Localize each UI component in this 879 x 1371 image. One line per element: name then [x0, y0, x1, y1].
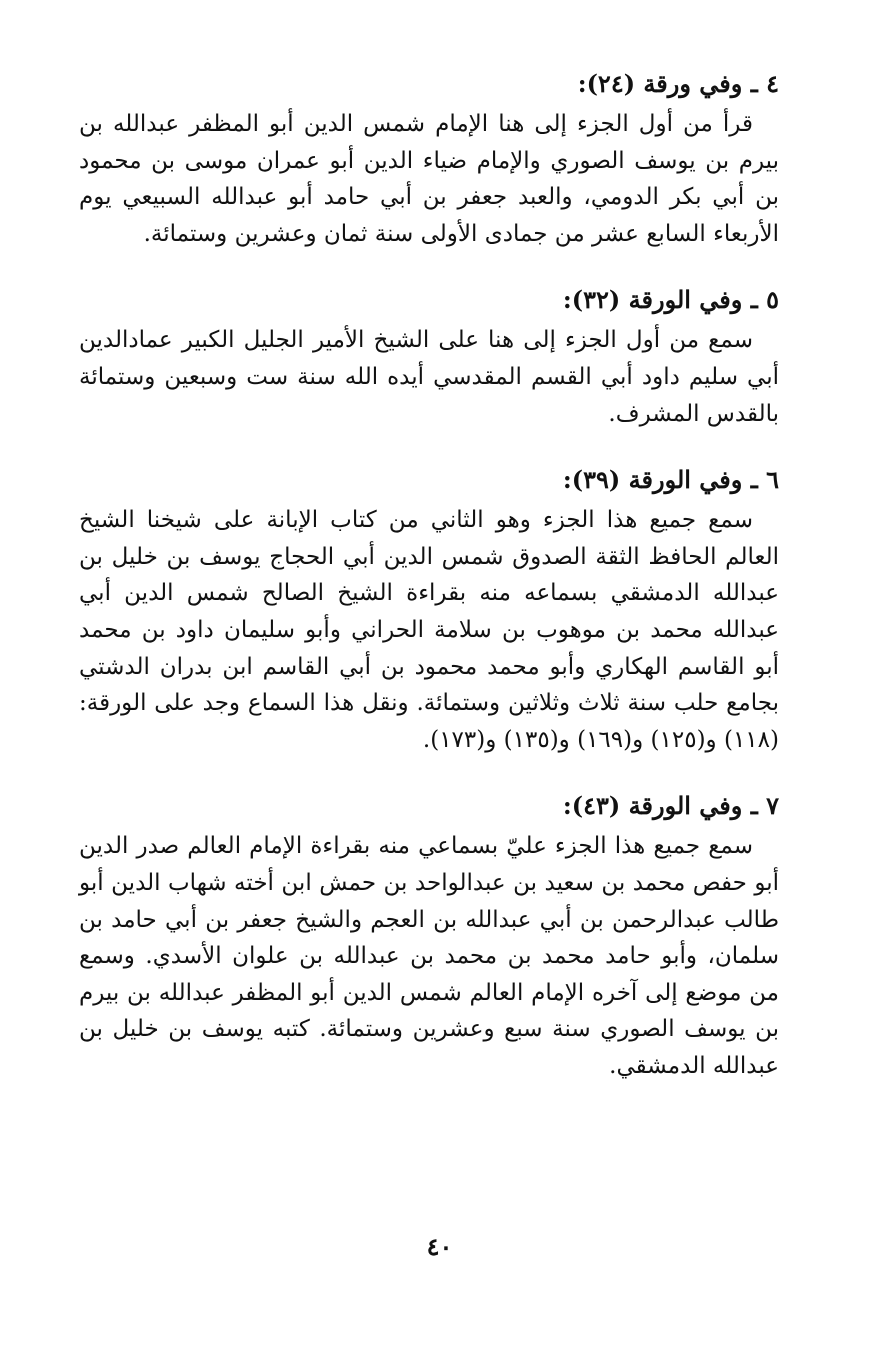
entry-heading: ٤ ـ وفي ورقة (٢٤): [577, 69, 779, 98]
entry-text: سمع جميع هذا الجزء عليّ بسماعي منه بقراءة الإمام العالم صدر الدين أبو حفص محمد بن سعيد بن عبدالواحد بن حمش ابن أخته شهاب الدين أبو طالب عبدالرحمن بن أبي عبدالله بن العجم والشيخ جعفر بن أبي حامد بن سلمان، وأبو حامد محمد بن محمد بن عبدالله بن علوان الأسدي. وسمع من موضع إلى آخره الإمام العالم شمس الدين أبو المظفر عبدالله بن بيرم بن يوسف الصوري سنة سبع وعشرين وستمائة. كتبه يوسف بن خليل بن عبدالله الدمشقي. [79, 833, 779, 1079]
entry-heading: ٦ ـ وفي الورقة (٣٩): [562, 465, 779, 495]
entry-heading: ٧ ـ وفي الورقة (٤٣): [562, 791, 779, 821]
entry-text: سمع من أول الجزء إلى هنا على الشيخ الأمير الجليل الكبير عمادالدين أبي سليم داود أبي القسم المقدسي أيده الله سنة ست وسبعين وستمائة بالقدس المشرف. [79, 327, 779, 427]
entry-5 [79, 278, 779, 432]
entry-6 [79, 458, 779, 758]
entry-7 [79, 784, 779, 1084]
entry-text: قرأ من أول الجزء إلى هنا الإمام شمس الدين أبو المظفر عبدالله بن بيرم بن يوسف الصوري والإمام ضياء الدين أبو عمران موسى بن محمود بن أبي بكر الدومي، والعبد جعفر بن أبي حامد أبو عبدالله السبيعي يوم الأربعاء السابع عشر من جمادى الأولى سنة ثمان وعشرين وستمائة. [79, 111, 779, 247]
page-content [79, 62, 779, 1110]
entry-4 [79, 62, 779, 252]
page-number: ٤٠ [426, 1232, 453, 1261]
entry-text: سمع جميع هذا الجزء وهو الثاني من كتاب الإبانة على شيخنا الشيخ العالم الحافظ الثقة الصدوق شمس الدين أبي الحجاج يوسف بن خليل بن عبدالله الدمشقي بسماعه منه بقراءة الشيخ الصالح شمس الدين أبي عبدالله محمد بن موهوب بن سلامة الحراني وأبو سليمان داود بن محمد أبو القاسم الهكاري وأبو محمد محمود بن أبي القاسم ابن بدران الدشتي بجامع حلب سنة ثلاث وثلاثين وستمائة. ونقل هذا السماع وجد على الورقة: (١١٨) و(١٢٥) و(١٦٩) و(١٣٥) و(١٧٣). [79, 507, 779, 753]
entry-heading: ٥ ـ وفي الورقة (٣٢): [562, 285, 779, 315]
